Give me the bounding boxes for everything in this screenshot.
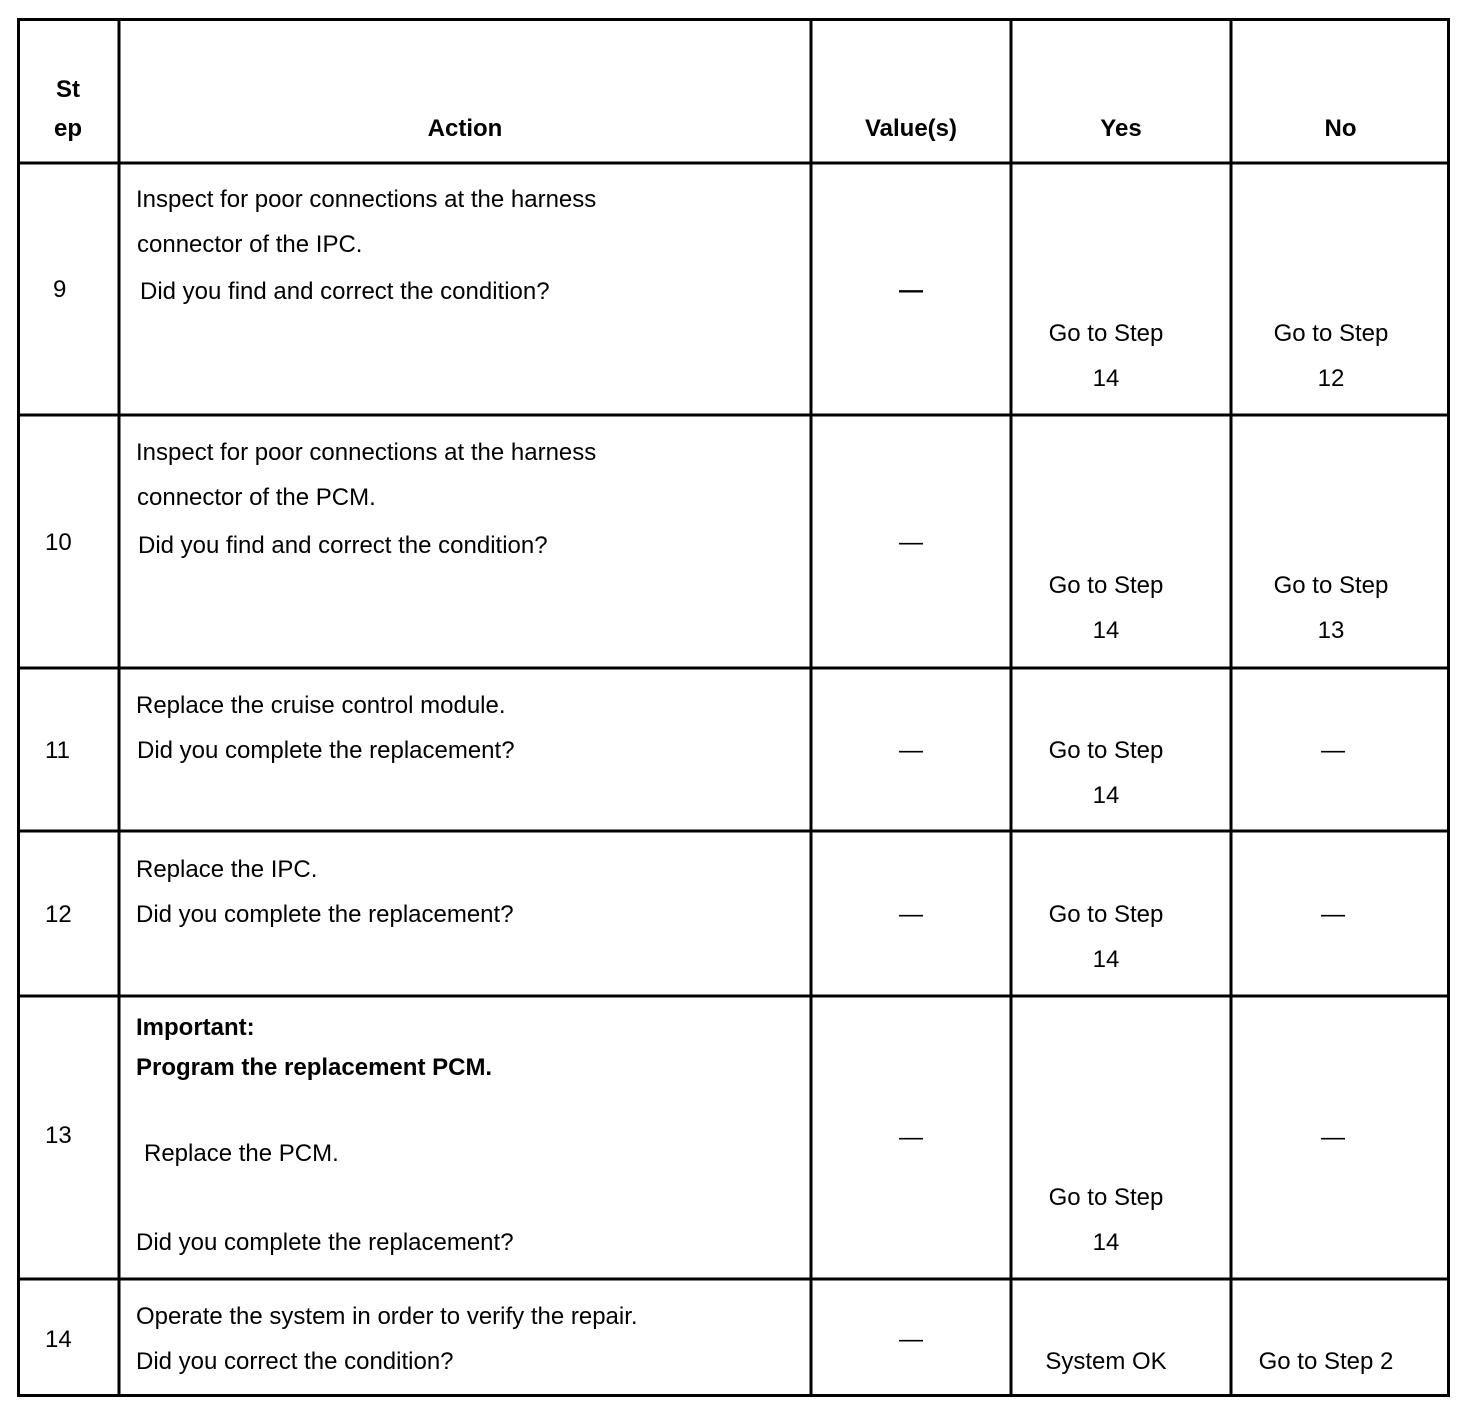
row-14-step: 14 <box>45 1326 72 1353</box>
header-yes: Yes <box>1100 115 1142 142</box>
row-10-yes: Go to Step 14 <box>1048 572 1164 644</box>
row-13-step: 13 <box>45 1122 72 1149</box>
row-13-value: — <box>899 1124 923 1151</box>
header-values: Value(s) <box>864 115 958 142</box>
row-14-action-line1: Operate the system in order to verify the repair. <box>136 1303 638 1330</box>
row-11-action-line1: Replace the cruise control module. <box>136 692 506 719</box>
row-12-yes: Go to Step 14 <box>1048 901 1164 973</box>
row-13-no: — <box>1321 1124 1345 1151</box>
row-10-step: 10 <box>45 529 72 556</box>
row-14-action-line2: Did you correct the condition? <box>136 1348 454 1375</box>
diagnostic-table <box>17 18 1450 1397</box>
row-9-action-line1: Inspect for poor connections at the harness <box>136 186 597 213</box>
row-11-step: 11 <box>45 737 70 764</box>
row-13-yes: Go to Step 14 <box>1048 1184 1164 1256</box>
header-step <box>17 70 119 148</box>
row-11-yes: Go to Step 14 <box>1048 737 1164 809</box>
row-12-value: — <box>899 901 923 928</box>
row-12-action-line1: Replace the IPC. <box>136 856 318 883</box>
row-9-step: 9 <box>53 276 67 303</box>
row-10-action-line3: Did you find and correct the condition? <box>138 532 548 559</box>
row-14-no: Go to Step 2 <box>1258 1348 1394 1375</box>
row-11-no: — <box>1321 737 1345 764</box>
row-12-action-line2: Did you complete the replacement? <box>136 901 514 928</box>
row-12-no: — <box>1321 901 1345 928</box>
row-13-action-line2: Did you complete the replacement? <box>136 1229 514 1256</box>
row-9-action-line3: Did you find and correct the condition? <box>140 278 550 305</box>
header-no: No <box>1324 115 1357 142</box>
row-13-important-text: Program the replacement PCM. <box>136 1054 493 1081</box>
row-10-value: — <box>899 529 923 556</box>
row-13-important-label: Important: <box>136 1014 255 1041</box>
row-9-value: — <box>899 277 923 304</box>
header-step-line1: St <box>56 76 80 103</box>
row-14-value: — <box>899 1326 923 1353</box>
row-13-action-line1: Replace the PCM. <box>144 1140 339 1167</box>
row-10-action-line2: connector of the PCM. <box>137 484 376 511</box>
row-9-no: Go to Step 12 <box>1273 320 1389 392</box>
header-step-line2: ep <box>53 115 82 142</box>
row-10-action-line1: Inspect for poor connections at the harness <box>136 439 597 466</box>
row-10-no: Go to Step 13 <box>1273 572 1389 644</box>
row-9-action-line2: connector of the IPC. <box>137 231 363 258</box>
row-11-value: — <box>899 737 923 764</box>
row-12-step: 12 <box>45 901 72 928</box>
header-action: Action <box>427 115 503 142</box>
row-9-yes: Go to Step 14 <box>1048 320 1164 392</box>
row-14-yes: System OK <box>1045 1348 1167 1375</box>
row-11-action-line2: Did you complete the replacement? <box>137 737 515 764</box>
